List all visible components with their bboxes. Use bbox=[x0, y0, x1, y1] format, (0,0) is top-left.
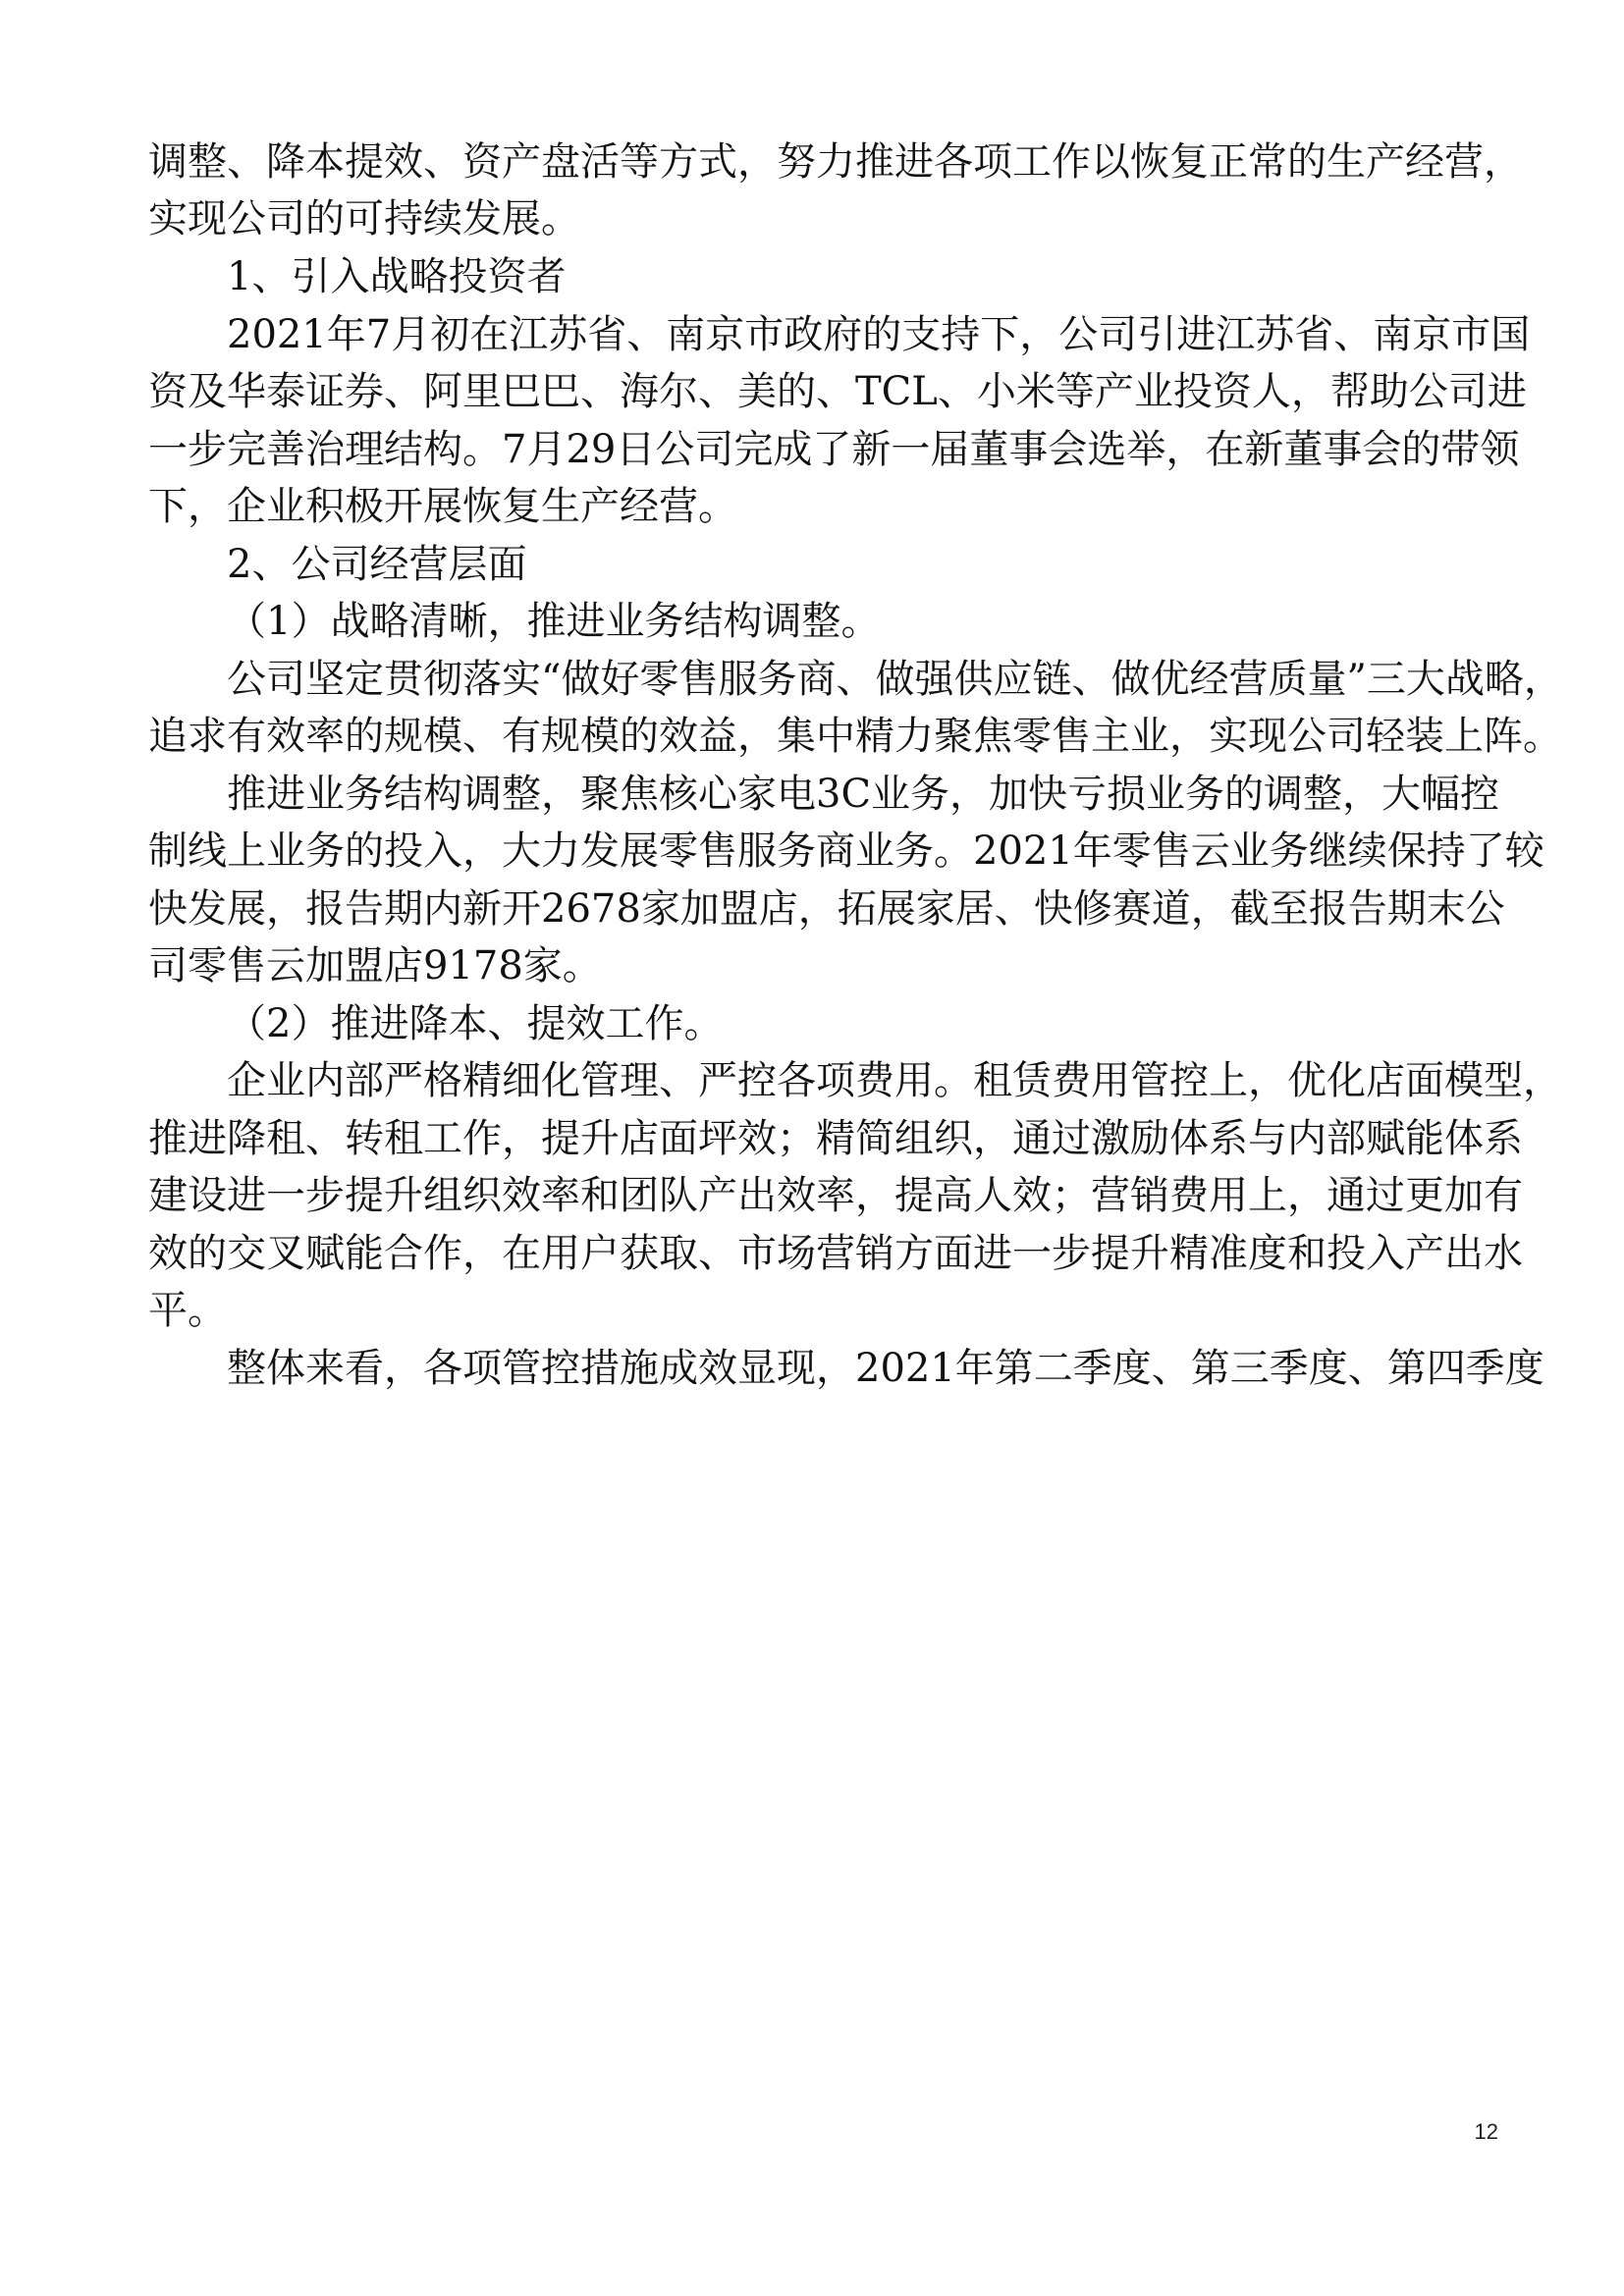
paragraph-line: 资及华泰证券、阿里巴巴、海尔、美的、TCL、小米等产业投资人，帮助公司进 bbox=[148, 369, 1527, 414]
subsection-heading: （1）战略清晰，推进业务结构调整。 bbox=[227, 599, 881, 644]
paragraph-line: 实现公司的可持续发展。 bbox=[148, 196, 580, 241]
paragraph-line: 调整、降本提效、资产盘活等方式，努力推进各项工作以恢复正常的生产经营， bbox=[148, 139, 1523, 185]
paragraph-line: 一步完善治理结构。7月29日公司完成了新一届董事会选举，在新董事会的带领 bbox=[148, 427, 1520, 472]
paragraph-line: 公司坚定贯彻落实“做好零售服务商、做强供应链、做优经营质量”三大战略， bbox=[227, 657, 1563, 702]
paragraph-line: 整体来看，各项管控措施成效显现，2021年第二季度、第三季度、第四季度 bbox=[227, 1346, 1544, 1391]
paragraph-line: 司零售云加盟店9178家。 bbox=[148, 943, 602, 988]
paragraph-line: 平。 bbox=[148, 1288, 227, 1333]
paragraph-line: 推进业务结构调整，聚焦核心家电3C业务，加快亏损业务的调整，大幅控 bbox=[227, 772, 1500, 817]
paragraph-line: 建设进一步提升组织效率和团队产出效率，提高人效；营销费用上，通过更加有 bbox=[148, 1173, 1523, 1218]
paragraph-line: 2021年7月初在江苏省、南京市政府的支持下，公司引进江苏省、南京市国 bbox=[227, 312, 1531, 357]
paragraph-line: 追求有效率的规模、有规模的效益，集中精力聚焦零售主业，实现公司轻装上阵。 bbox=[148, 714, 1562, 759]
paragraph-line: 推进降租、转租工作，提升店面坪效；精简组织，通过激励体系与内部赋能体系 bbox=[148, 1116, 1523, 1161]
subsection-heading: （2）推进降本、提效工作。 bbox=[227, 1001, 724, 1046]
section-heading: 1、引入战略投资者 bbox=[227, 254, 567, 299]
paragraph-line: 企业内部严格精细化管理、严控各项费用。租赁费用管控上，优化店面模型， bbox=[227, 1058, 1562, 1103]
paragraph-line: 制线上业务的投入，大力发展零售服务商业务。2021年零售云业务继续保持了较 bbox=[148, 828, 1544, 874]
paragraph-line: 快发展，报告期内新开2678家加盟店，拓展家居、快修赛道，截至报告期末公 bbox=[148, 886, 1505, 932]
paragraph-line: 效的交叉赋能合作，在用户获取、市场营销方面进一步提升精准度和投入产出水 bbox=[148, 1231, 1523, 1276]
paragraph-line: 下，企业积极开展恢复生产经营。 bbox=[148, 484, 737, 529]
section-heading: 2、公司经营层面 bbox=[227, 542, 527, 587]
page-number: 12 bbox=[1474, 2119, 1498, 2144]
